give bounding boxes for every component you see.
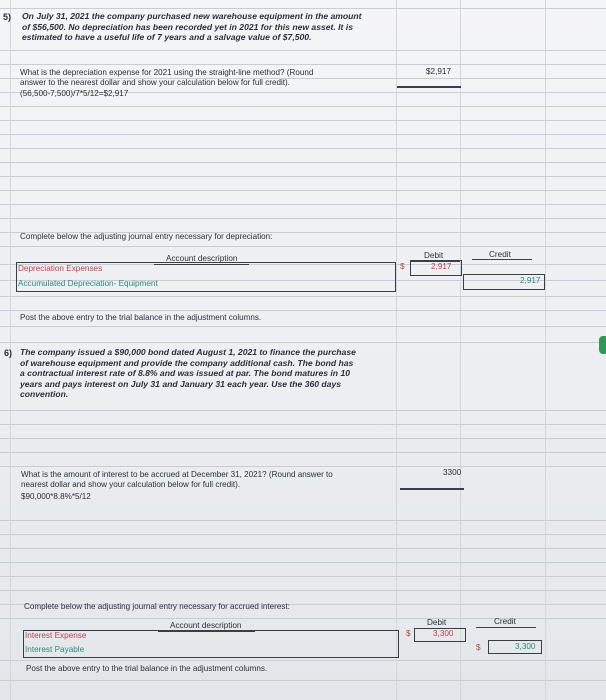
q6-calculation[interactable]: $90,000*8.8%*5/12 — [21, 492, 91, 501]
q6-number: 6) — [4, 348, 13, 358]
q5-journal-instruction: Complete below the adjusting journal entry necessary for depreciation: — [20, 232, 273, 241]
q6-header-description: Account description — [170, 621, 242, 630]
q6-journal-instruction: Complete below the adjusting journal entry necessary for accrued interest: — [24, 602, 290, 611]
q5-calculation[interactable]: (56,500-7,500)/7*5/12=$2,917 — [20, 89, 129, 98]
q5-answer-underline — [397, 86, 461, 88]
q6-debit-amount[interactable]: 3,300 — [433, 629, 454, 638]
q6-header-credit: Credit — [494, 617, 516, 626]
q6-credit-dollar-sign: $ — [476, 643, 481, 652]
q6-question: What is the amount of interest to be accrued at December 31, 2021? (Round answer to nearest dollar and show your calculation below for full credit). — [21, 470, 333, 489]
q6-post-note: Post the above entry to the trial balance in the adjustment columns. — [26, 664, 268, 673]
q5-debit-account[interactable]: Depreciation Expenses — [18, 264, 103, 273]
q5-credit-amount[interactable]: 2,917 — [520, 276, 541, 285]
q5-number: 5) — [3, 12, 12, 22]
q5-credit-underline — [472, 259, 532, 260]
q5-debit-amount[interactable]: 2,917 — [431, 262, 452, 271]
q5-question: What is the depreciation expense for 2021 using the straight-line method? (Round answer to the nearest dollar and show your calculation below for full credit). — [20, 68, 314, 87]
q5-header-credit: Credit — [489, 250, 511, 259]
q6-debit-dollar-sign: $ — [406, 629, 411, 638]
q6-credit-amount[interactable]: 3,300 — [515, 642, 536, 651]
q6-header-debit: Debit — [427, 618, 447, 627]
q5-post-note: Post the above entry to the trial balance in the adjustment columns. — [20, 313, 262, 322]
q5-header-description: Account description — [166, 254, 238, 263]
q6-credit-underline — [476, 627, 536, 628]
q6-credit-account[interactable]: Interest Payable — [25, 645, 85, 654]
q6-debit-account[interactable]: Interest Expense — [25, 631, 87, 640]
q5-header-debit: Debit — [424, 251, 444, 260]
q5-credit-account[interactable]: Accumulated Depreciation- Equipment — [18, 279, 158, 288]
scroll-marker[interactable] — [599, 336, 606, 354]
q6-problem-text: The company issued a $90,000 bond dated August 1, 2021 to finance the purchase of warehouse equipment and provide the company additional cash. The bond has a contractual interest rate of 8.8% and was issued at par. The bond matures in 10 years and pays interest on July 31 and January 31 each year. Use the 360 days convention. — [20, 347, 356, 399]
q6-answer[interactable]: 3300 — [443, 468, 462, 477]
q5-dollar-sign: $ — [400, 262, 405, 271]
q5-answer[interactable]: $2,917 — [426, 67, 452, 76]
q5-problem-text: On July 31, 2021 the company purchased new warehouse equipment in the amount of $56,500. No depreciation has been recorded yet in 2021 for this new asset. It is estimated to have a useful life of 7 years and a salvage value of $7,500. — [22, 11, 362, 42]
q6-answer-underline — [400, 488, 464, 490]
